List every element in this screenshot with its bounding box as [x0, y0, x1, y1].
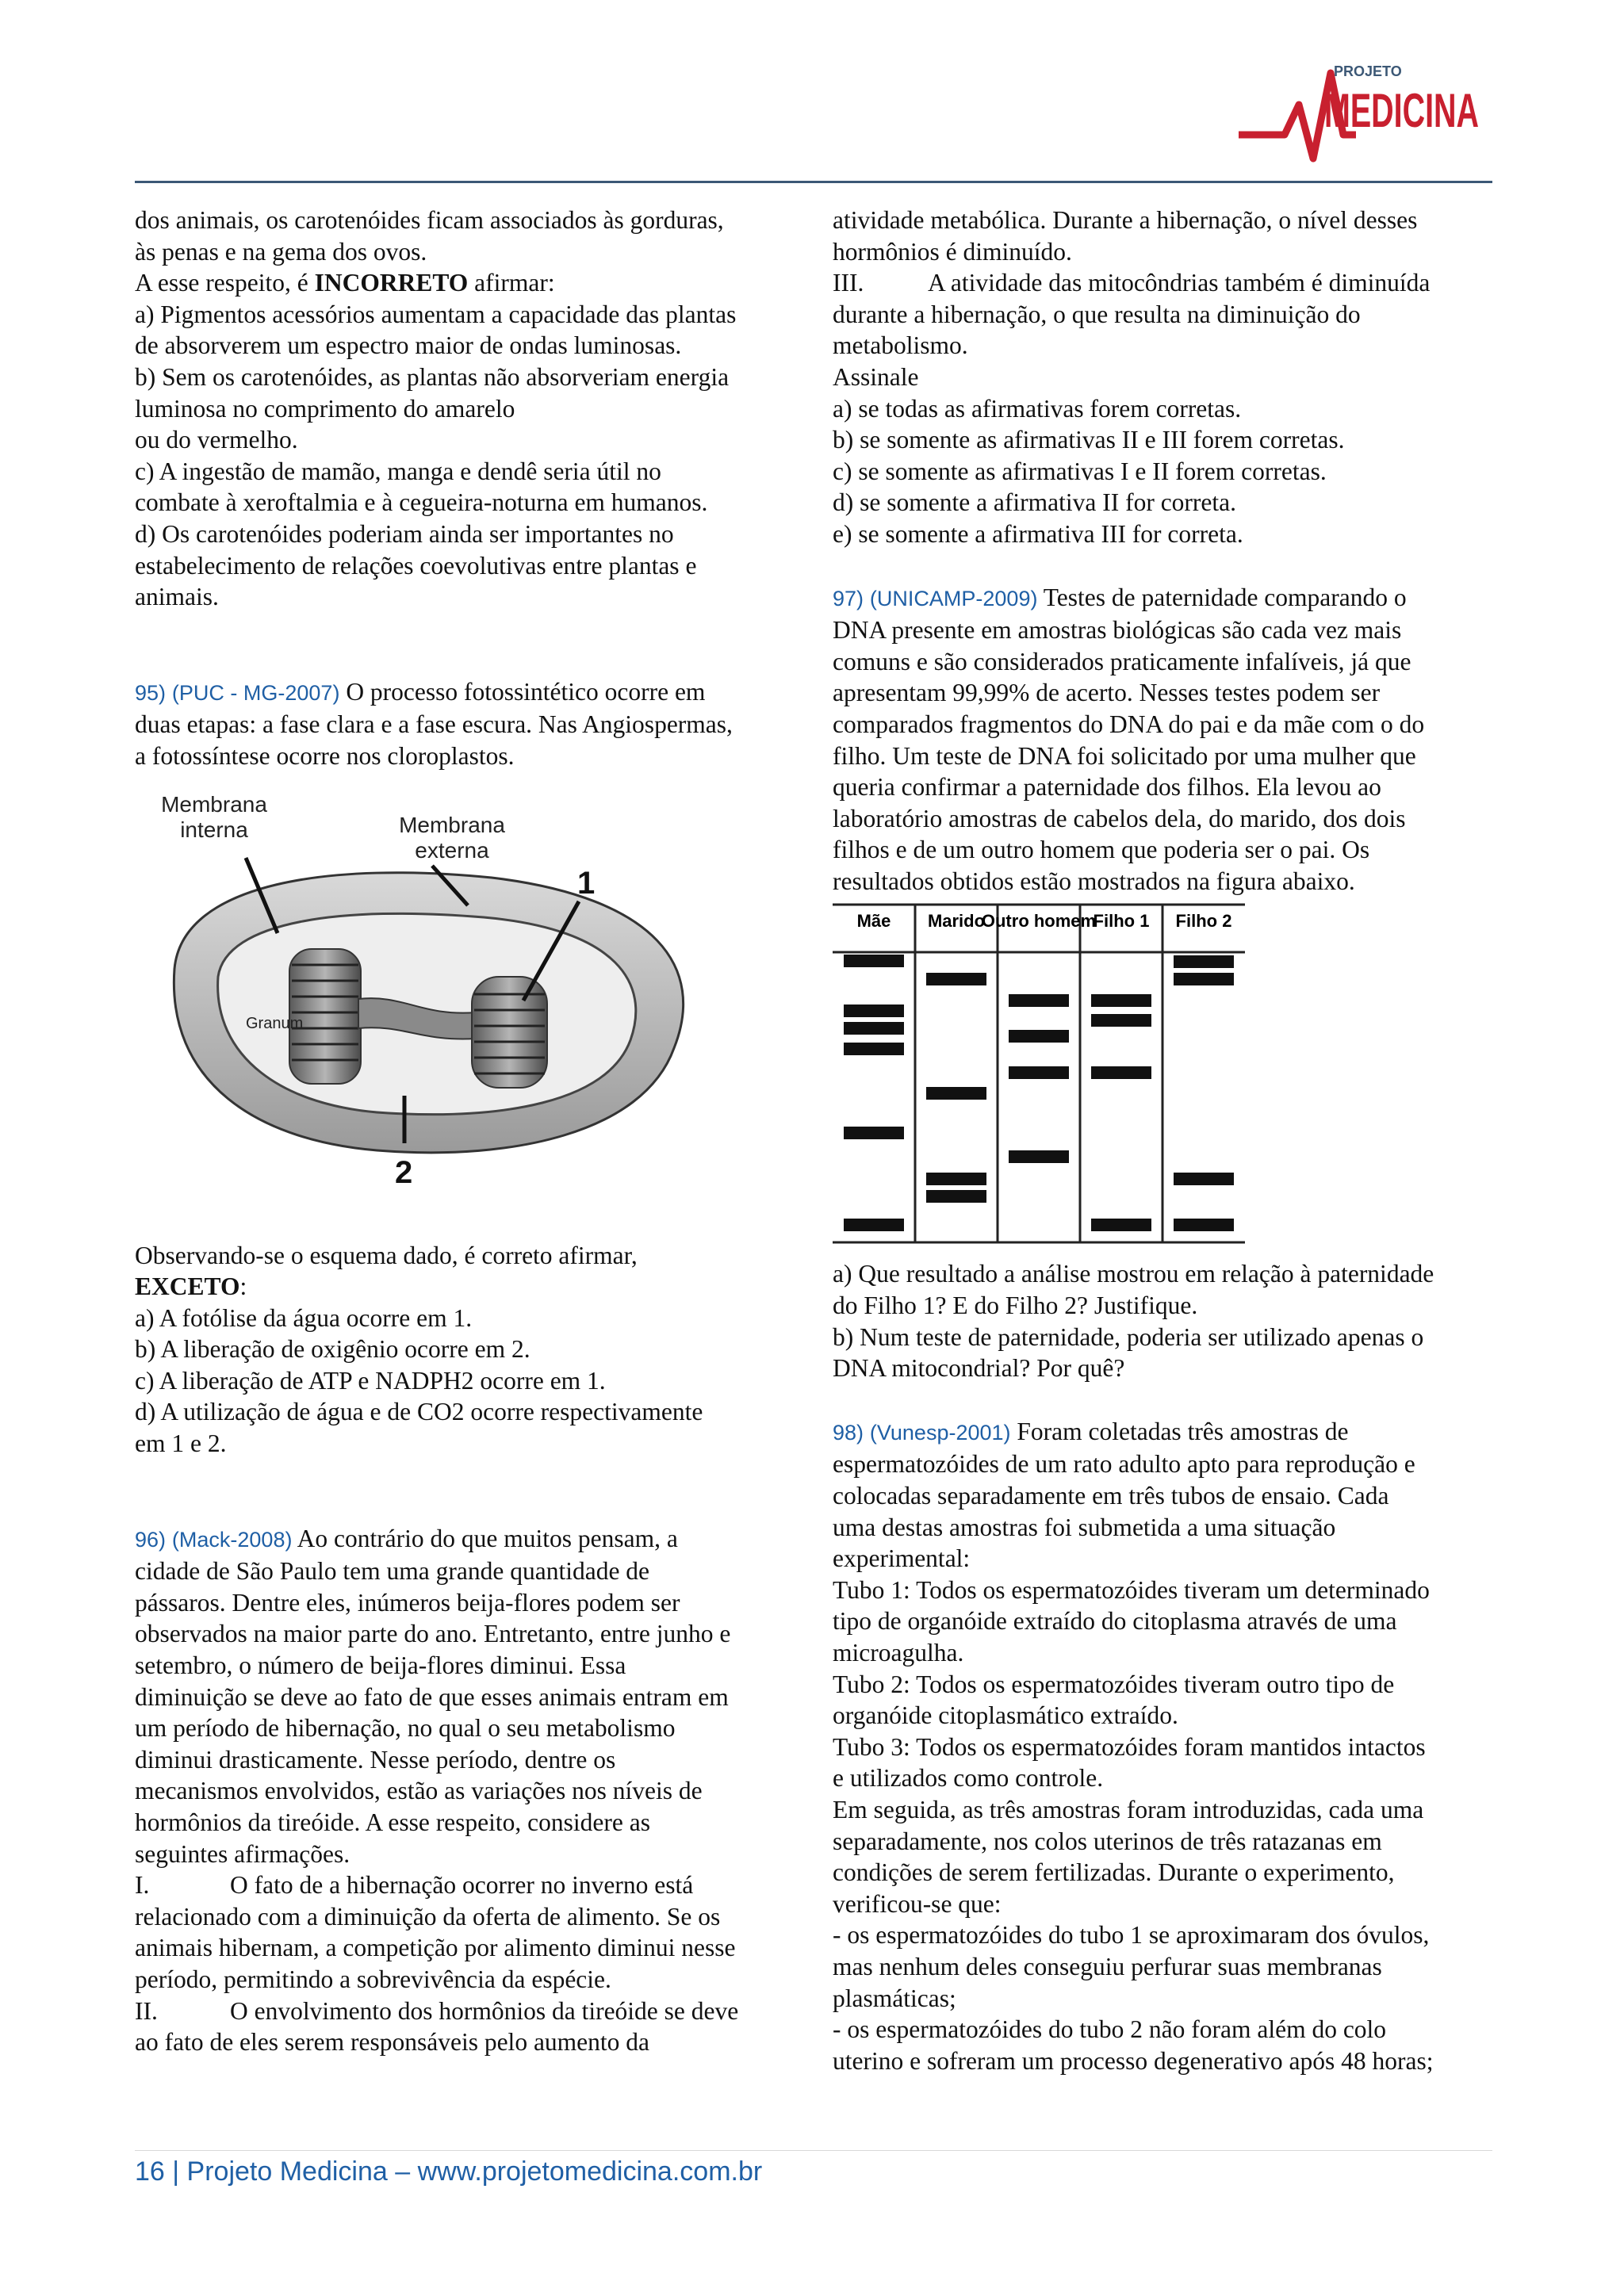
gel-band	[844, 1022, 904, 1035]
lane-label-filho-2: Filho 2	[1175, 911, 1232, 932]
text-line: separadamente, nos colos uterinos de três ratazanas em	[833, 1827, 1382, 1855]
projeto-medicina-logo	[1237, 57, 1483, 176]
gel-band	[1091, 994, 1151, 1007]
item-I: I. O fato de a hibernação ocorrer no inverno está	[135, 1871, 694, 1900]
gel-band	[844, 1043, 904, 1055]
lane-marido-bands	[926, 973, 986, 1203]
text-line: tipo de organóide extraído do citoplasma através de uma	[833, 1607, 1397, 1636]
lane-label-mae: Mãe	[856, 911, 891, 932]
text-line: verificou-se que:	[833, 1889, 1002, 1918]
q95-stem-exceto: EXCETO:	[135, 1272, 247, 1301]
lane-mae-bands	[844, 955, 904, 1231]
option-line: luminosa no comprimento do amarelo	[135, 394, 515, 423]
text-line: condições de serem fertilizadas. Durante o experimento,	[833, 1858, 1395, 1887]
text-line: diminui drasticamente. Nesse período, dentre os	[135, 1745, 616, 1774]
page-footer: 16 | Projeto Medicina – www.projetomedicina.com.br	[135, 2156, 763, 2187]
text-line: pássaros. Dentre eles, inúmeros beija-flores podem ser	[135, 1588, 680, 1617]
text-line: durante a hibernação, o que resulta na diminuição do	[833, 300, 1361, 328]
header-rule	[135, 181, 1492, 183]
text-line: a fotossíntese ocorre nos cloroplastos.	[135, 741, 515, 770]
label-membrana-externa-2: externa	[415, 837, 489, 863]
logo-small-text: PROJETO	[1334, 63, 1402, 79]
option-line: de absorverem um espectro maior de ondas luminosas.	[135, 331, 682, 360]
gel-band	[1174, 1219, 1234, 1231]
option-line: b) A liberação de oxigênio ocorre em 2.	[135, 1335, 530, 1364]
text-line: metabolismo.	[833, 331, 968, 360]
text-line: observados na maior parte do ano. Entretanto, entre junho e	[135, 1620, 731, 1648]
left-column	[135, 205, 805, 2058]
gel-band	[844, 1127, 904, 1139]
option-line: a) se todas as afirmativas forem corretas.	[833, 394, 1242, 423]
question-source: (Vunesp-2001)	[869, 1420, 1011, 1445]
text-line: cidade de São Paulo tem uma grande quantidade de	[135, 1557, 650, 1586]
option-line: animais.	[135, 583, 219, 611]
text-line: apresentam 99,99% de acerto. Nesses testes podem ser	[833, 679, 1381, 707]
text-line: relacionado com a diminuição da oferta de alimento. Se os	[135, 1902, 721, 1931]
text-line: seguintes afirmações.	[135, 1839, 350, 1868]
gel-band	[1091, 1066, 1151, 1079]
lane-filho-1-bands	[1091, 994, 1151, 1231]
gel-band	[1009, 1066, 1069, 1079]
option-line: combate à xeroftalmia e à cegueira-noturna em humanos.	[135, 488, 708, 517]
label-membrana-interna-2: interna	[180, 817, 248, 842]
text-line: e utilizados como controle.	[833, 1764, 1104, 1793]
option-line: a) Pigmentos acessórios aumentam a capacidade das plantas	[135, 300, 737, 328]
q97-heading: 97) (UNICAMP-2009) Testes de paternidade comparando o	[833, 583, 1407, 611]
option-line: a) A fotólise da água ocorre em 1.	[135, 1303, 473, 1332]
gel-band	[844, 955, 904, 967]
q98-heading: 98) (Vunesp-2001) Foram coletadas três amostras de	[833, 1417, 1349, 1445]
question-source: (UNICAMP-2009)	[869, 586, 1038, 610]
text-line: Tubo 2: Todos os espermatozóides tiveram outro tipo de	[833, 1670, 1395, 1698]
gel-band	[1009, 1030, 1069, 1043]
lane-label-marido: Marido	[927, 911, 986, 932]
dna-gel-figure	[833, 903, 1245, 1244]
logo-big-text: MEDICINA	[1324, 84, 1479, 137]
text-line: filho. Um teste de DNA foi solicitado por uma mulher que	[833, 741, 1416, 770]
chloroplast-diagram	[151, 786, 706, 1230]
text-line: Tubo 1: Todos os espermatozóides tiveram um determinado	[833, 1575, 1430, 1604]
question-number: 98)	[833, 1420, 864, 1445]
item-II: II. O envolvimento dos hormônios da tireóide se deve	[135, 1996, 739, 2025]
text-line: queria confirmar a paternidade dos filhos. Ela levou ao	[833, 773, 1381, 802]
text-line: - os espermatozóides do tubo 2 não foram além do colo	[833, 2015, 1387, 2044]
option-line: d) Os carotenóides poderiam ainda ser importantes no	[135, 519, 674, 548]
text-line: uma destas amostras foi submetida a uma situação	[833, 1513, 1336, 1541]
text-line: laboratório amostras de cabelos dela, do marido, dos dois	[833, 804, 1406, 832]
gel-band	[1174, 973, 1234, 985]
question-source: (PUC - MG-2007)	[171, 680, 340, 705]
option-line: c) se somente as afirmativas I e II forem corretas.	[833, 457, 1327, 485]
question-number: 96)	[135, 1527, 167, 1552]
text-line: Tubo 3: Todos os espermatozóides foram mantidos intactos	[833, 1732, 1426, 1761]
gel-band	[1091, 1219, 1151, 1231]
q95-heading: 95) (PUC - MG-2007) O processo fotossintético ocorre em	[135, 677, 706, 706]
text-line: hormônios da tireóide. A esse respeito, considere as	[135, 1808, 650, 1836]
text-line: atividade metabólica. Durante a hibernação, o nível desses	[833, 206, 1418, 234]
gel-band	[1091, 1014, 1151, 1027]
text-line: microagulha.	[833, 1639, 964, 1667]
lane-filho-2-bands	[1174, 955, 1234, 1231]
gel-band	[926, 1173, 986, 1185]
question-line: DNA mitocondrial? Por quê?	[833, 1354, 1125, 1383]
text-line: - os espermatozóides do tubo 1 se aproximaram dos óvulos,	[833, 1921, 1430, 1950]
text-line: uterino e sofreram um processo degenerativo após 48 horas;	[833, 2046, 1434, 2075]
text-line: comuns e são considerados praticamente infalíveis, já que	[833, 647, 1411, 675]
text-line: ao fato de eles serem responsáveis pelo aumento da	[135, 2028, 650, 2057]
text-line: filhos e de um outro homem que poderia ser o pai. Os	[833, 836, 1370, 864]
q96-heading: 96) (Mack-2008) Ao contrário do que muitos pensam, a	[135, 1524, 678, 1552]
text-line: duas etapas: a fase clara e a fase escura. Nas Angiospermas,	[135, 710, 733, 739]
lane-label-outro-homem: Outro homem	[981, 911, 1097, 932]
gel-band	[1009, 1150, 1069, 1163]
label-granum: Granum	[246, 1014, 304, 1032]
text-line: plasmáticas;	[833, 1984, 956, 2012]
question-number: 97)	[833, 586, 864, 610]
text-line: comparados fragmentos do DNA do pai e da mãe com o do	[833, 710, 1425, 738]
gel-band	[1009, 994, 1069, 1007]
text-line: colocadas separadamente em três tubos de ensaio. Cada	[833, 1482, 1389, 1510]
label-membrana-interna-1: Membrana	[161, 791, 267, 817]
option-line: ou do vermelho.	[135, 426, 298, 454]
option-line: e) se somente a afirmativa III for correta.	[833, 519, 1243, 548]
text-line: mecanismos envolvidos, estão as variações nos níveis de	[135, 1777, 703, 1805]
text-line: hormônios é diminuído.	[833, 237, 1072, 266]
q95-stem: Observando-se o esquema dado, é correto afirmar,	[135, 1241, 638, 1269]
text-line: período, permitindo a sobrevivência da espécie.	[135, 1965, 611, 1993]
text-line: DNA presente em amostras biológicas são cada vez mais	[833, 616, 1402, 645]
label-2: 2	[395, 1154, 413, 1190]
option-line: estabelecimento de relações coevolutivas entre plantas e	[135, 551, 697, 580]
item-III: III. A atividade das mitocôndrias também é diminuída	[833, 269, 1431, 297]
question-source: (Mack-2008)	[171, 1527, 293, 1552]
text-line: Em seguida, as três amostras foram introduzidas, cada uma	[833, 1795, 1424, 1823]
option-line: c) A liberação de ATP e NADPH2 ocorre em 1.	[135, 1366, 606, 1395]
gel-band	[926, 973, 986, 985]
text-line: espermatozóides de um rato adulto apto para reprodução e	[833, 1450, 1415, 1479]
text-line: experimental:	[833, 1544, 971, 1573]
gel-band	[1174, 1173, 1234, 1185]
text-line: setembro, o número de beija-flores diminui. Essa	[135, 1651, 626, 1680]
option-line: em 1 e 2.	[135, 1429, 227, 1458]
gel-band	[926, 1087, 986, 1100]
text-line: resultados obtidos estão mostrados na figura abaixo.	[833, 867, 1355, 895]
granum-right	[472, 977, 547, 1088]
text-line: às penas e na gema dos ovos.	[135, 237, 427, 266]
right-column	[833, 205, 1503, 2076]
question-line: a) Que resultado a análise mostrou em relação à paternidade	[833, 1260, 1434, 1288]
option-line: c) A ingestão de mamão, manga e dendê seria útil no	[135, 457, 661, 485]
gel-band	[926, 1190, 986, 1203]
assinale: Assinale	[833, 362, 919, 391]
footer-rule	[135, 2150, 1492, 2151]
question-number: 95)	[135, 680, 167, 705]
bold-keyword: INCORRETO	[314, 269, 469, 297]
gel-band	[844, 1004, 904, 1017]
text-line: animais hibernam, a competição por alimento diminui nesse	[135, 1934, 736, 1962]
option-line: d) se somente a afirmativa II for correta.	[833, 488, 1236, 517]
label-membrana-externa-1: Membrana	[399, 812, 505, 837]
lane-label-filho-1: Filho 1	[1093, 911, 1150, 932]
lane-outro-homem-bands	[1009, 994, 1069, 1163]
text-line: um período de hibernação, no qual o seu metabolismo	[135, 1714, 676, 1743]
question-line: b) Num teste de paternidade, poderia ser utilizado apenas o	[833, 1322, 1424, 1351]
text-line: dos animais, os carotenóides ficam associados às gorduras,	[135, 206, 724, 234]
q94-prompt: A esse respeito, é INCORRETO afirmar:	[135, 269, 555, 297]
label-1: 1	[577, 865, 596, 901]
gel-band	[1174, 955, 1234, 968]
text-line: diminuição se deve ao fato de que esses animais entram em	[135, 1682, 729, 1711]
question-line: do Filho 1? E do Filho 2? Justifique.	[833, 1292, 1198, 1320]
option-line: b) se somente as afirmativas II e III forem corretas.	[833, 426, 1345, 454]
text-line: organóide citoplasmático extraído.	[833, 1701, 1178, 1730]
option-line: b) Sem os carotenóides, as plantas não absorveriam energia	[135, 362, 730, 391]
gel-band	[844, 1219, 904, 1231]
text-line: mas nenhum deles conseguiu perfurar suas membranas	[833, 1952, 1382, 1980]
option-line: d) A utilização de água e de CO2 ocorre respectivamente	[135, 1398, 703, 1426]
